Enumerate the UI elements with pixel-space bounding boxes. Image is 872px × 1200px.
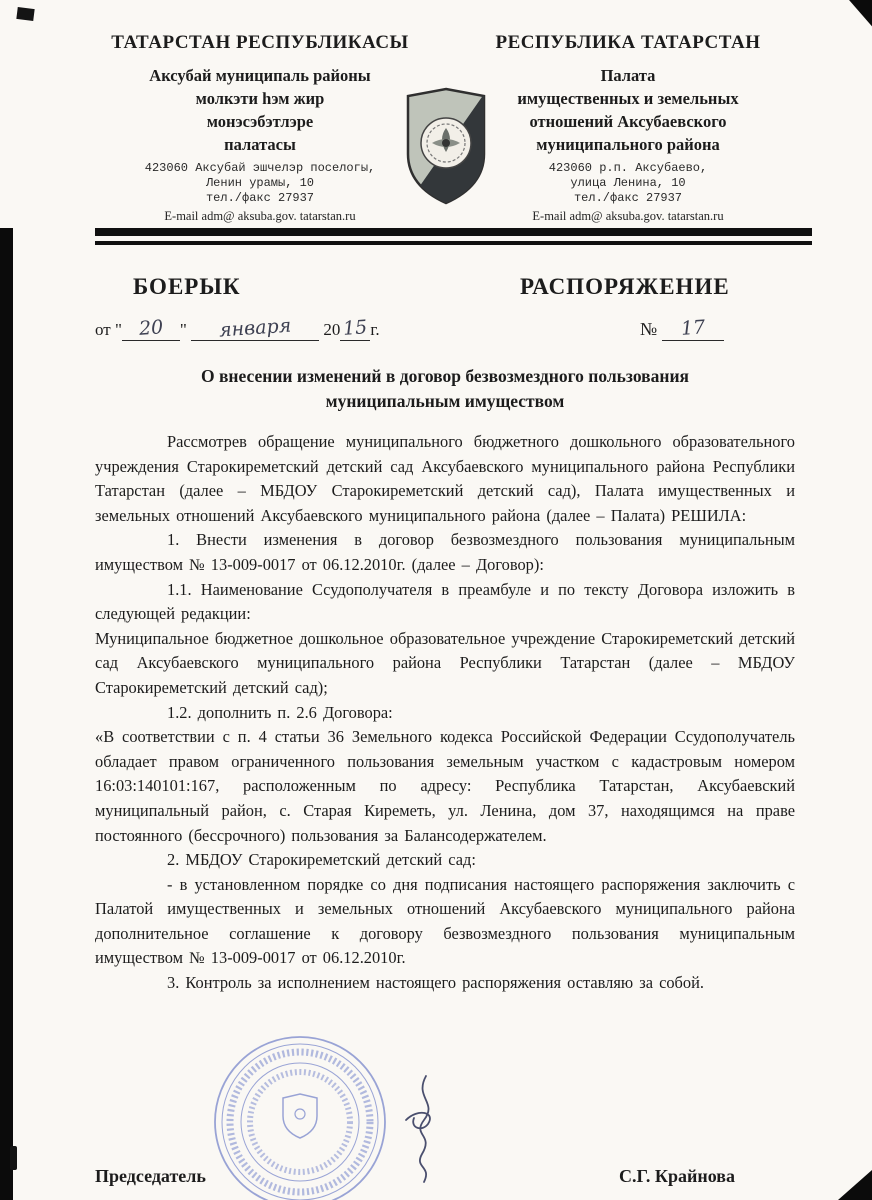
number-label: №	[640, 319, 658, 339]
org-line: отношений Аксубаевского	[529, 112, 727, 131]
doc-title-line: О внесении изменений в договор безвозмездного пользования	[200, 366, 689, 386]
org-line: молкэти һэм жир	[195, 89, 325, 108]
org-title-russian: РЕСПУБЛИКА ТАТАРСТАН	[495, 32, 761, 53]
date-prefix: от "	[95, 320, 122, 339]
org-email: E-mail adm@ aksuba.gov. tatarstan.ru	[164, 209, 356, 223]
org-title-tatar: ТАТАРСТАН РЕСПУБЛИКАСЫ	[111, 32, 409, 53]
doc-type-tatar: БОЕРЫК	[133, 274, 241, 299]
doc-type-russian: РАСПОРЯЖЕНИЕ	[520, 274, 730, 299]
org-line: монэсэбэтлэре	[206, 112, 314, 131]
number-blank	[662, 318, 724, 341]
signature-block	[95, 1166, 735, 1187]
date-year-blank	[340, 318, 370, 341]
body-paragraph: 3. Контроль за исполнением настоящего распоряжения оставляю за собой.	[167, 973, 704, 993]
org-line: имущественных и земельных	[517, 89, 739, 108]
date-month-blank	[191, 314, 319, 342]
body-paragraph: 1.2. дополнить п. 2.6 Договора:	[167, 702, 393, 722]
date-year-printed: 20	[323, 320, 341, 339]
handwritten-number: 17	[679, 316, 706, 340]
body-paragraph: Рассмотрев обращение муниципального бюджетного дошкольного образовательного учреждения Старокиреметский детский сад Аксубаевского муниципального района Республики Татарстан (далее – МБДОУ Старокиреметский детский сад), Палата имущественных и земельных отношений Аксубаевского муниципального района (далее – Палата) РЕШИЛА:	[95, 432, 795, 525]
body-paragraph: 1. Внести изменения в договор безвозмездного пользования муниципальным имуществом № 13-009-0017 от 06.12.2010г. (далее – Договор):	[95, 530, 795, 574]
doc-title-line: муниципальным имуществом	[325, 391, 565, 411]
org-address-russian	[452, 161, 804, 206]
address-line: тел./факс 27937	[573, 191, 683, 205]
scan-artifact-bottom-left	[10, 1146, 17, 1170]
letterhead-russian	[452, 32, 804, 224]
address-line: улица Ленина, 10	[570, 176, 686, 190]
date-line	[95, 314, 380, 342]
scan-artifact-top-right	[844, 0, 872, 30]
handwritten-day: 20	[138, 316, 164, 340]
scan-artifact-top-left	[16, 7, 34, 21]
org-email: E-mail adm@ aksuba.gov. tatarstan.ru	[532, 209, 724, 223]
signer-position: Председатель	[95, 1166, 206, 1186]
doc-number-line	[640, 318, 724, 341]
handwritten-month: января	[218, 314, 292, 342]
divider-rule-thick	[95, 228, 812, 236]
date-suffix: г.	[370, 320, 380, 339]
body-paragraph: 2. МБДОУ Старокиреметский детский сад:	[167, 850, 476, 870]
date-close-quote: "	[179, 320, 187, 339]
body-paragraph: «В соответствии с п. 4 статьи 36 Земельного кодекса Российской Федерации Ссудополучатель обладает правом ограниченного пользования земельным участком с кадастровым номером 16:03:140101:167, расположенным по адресу: Республика Татарстан, Аксубаевский муниципальный район, с. Старая Киреметь, ул. Ленина, дом 37, находящимся на праве постоянного (бессрочного) пользования за Балансодержателем.	[95, 727, 795, 845]
doc-title	[95, 364, 795, 414]
doc-body	[95, 430, 795, 996]
scan-artifact-bottom-right	[838, 1170, 872, 1200]
org-line: Аксубай муниципаль районы	[149, 66, 371, 85]
letterhead-tatar	[92, 32, 428, 224]
body-paragraph: - в установленном порядке со дня подписания настоящего распоряжения заключить с Палатой имущественных и земельных отношений Аксубаевского муниципального района дополнительное соглашение к договору безвозмездного пользования муниципальным имуществом № 13-009-0017 от 06.12.2010г.	[95, 874, 795, 968]
org-line: палатасы	[224, 135, 296, 154]
date-day-blank	[122, 318, 180, 341]
org-address-tatar	[92, 161, 428, 206]
body-paragraph: Муниципальное бюджетное дошкольное образовательное учреждение Старокиреметский детский сад Аксубаевского муниципального района Республики Татарстан (далее – МБДОУ Старокиреметский детский сад);	[95, 628, 795, 697]
org-line: муниципального района	[536, 135, 720, 154]
body-paragraph: 1.1. Наименование Ссудополучателя в преамбуле и по тексту Договора изложить в следующей редакции:	[95, 579, 795, 624]
divider-rule-thin	[95, 241, 812, 245]
address-line: 423060 Аксубай эшчелэр поселогы,	[144, 161, 376, 175]
org-line: Палата	[600, 66, 656, 85]
signer-name: С.Г. Крайнова	[619, 1166, 735, 1186]
address-line: Ленин урамы, 10	[205, 176, 315, 190]
handwritten-year: 15	[342, 316, 369, 340]
address-line: 423060 р.п. Аксубаево,	[548, 161, 708, 175]
address-line: тел./факс 27937	[205, 191, 315, 205]
scan-artifact-left-bar	[0, 228, 13, 1200]
